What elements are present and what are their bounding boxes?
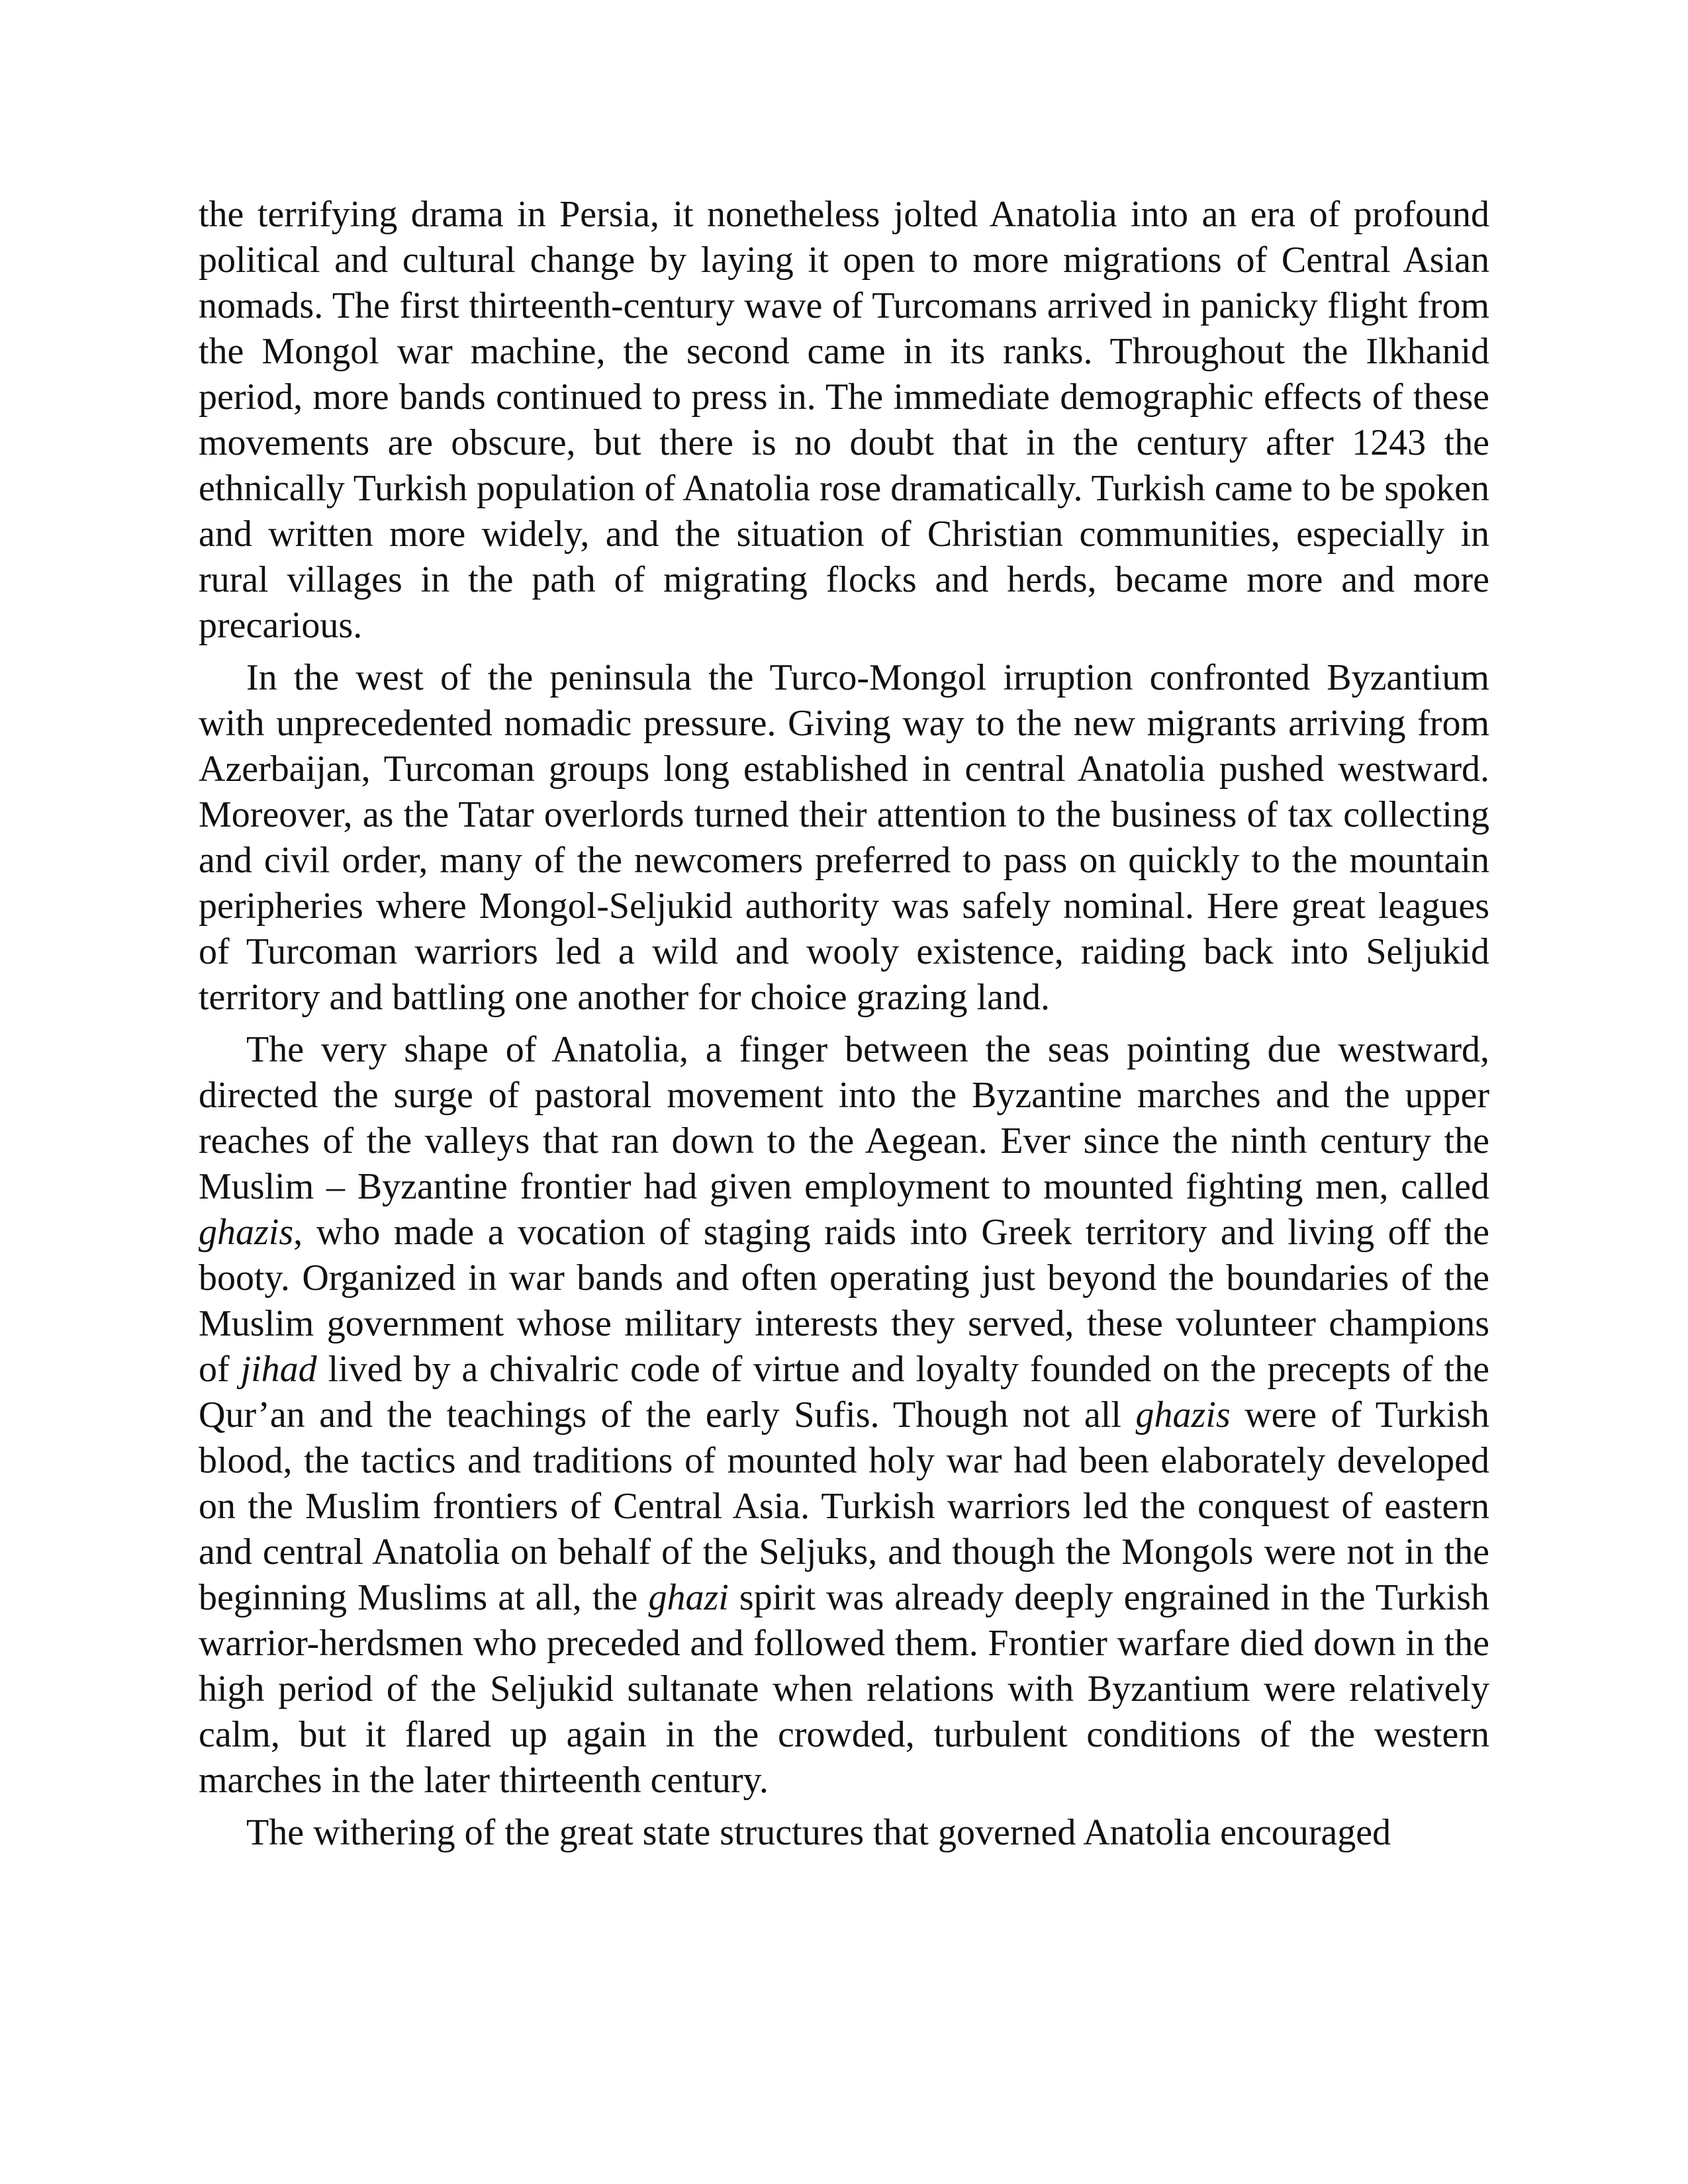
italic-term-ghazi: ghazi	[648, 1577, 729, 1618]
paragraph-4	[199, 1810, 1489, 1856]
italic-term-ghazis: ghazis	[199, 1212, 294, 1253]
paragraph-3-text-b: , who made a vocation of staging raids into Greek territory and living off the booty. Organized in war bands and often operating just beyond the boundaries of the Muslim government whose military interests they served, these volunteer champions of	[199, 1212, 1489, 1390]
paragraph-2	[199, 655, 1489, 1021]
paragraph-2-text: In the west of the peninsula the Turco-Mongol irruption confronted Byzantium with unprecedented nomadic pressure. Giving way to the new migrants arriving from Azerbaijan, Turcoman groups long established in central Anatolia pushed westward. Moreover, as the Tatar overlords turned their attention to the business of tax collecting and civil order, many of the newcomers preferred to pass on quickly to the mountain peripheries where Mongol-Seljukid authority was safely nominal. Here great leagues of Turcoman warriors led a wild and wooly existence, raiding back into Seljukid territory and battling one another for choice grazing land.	[199, 657, 1489, 1018]
paragraph-4-text: The withering of the great state structures that governed Anatolia encouraged	[246, 1812, 1391, 1853]
paragraph-3-text-a: The very shape of Anatolia, a finger between the seas pointing due westward, directed the surge of pastoral movement into the Byzantine marches and the upper reaches of the valleys that ran down to the Aegean. Ever since the ninth century the Muslim – Byzantine frontier had given employment to mounted fighting men, called	[199, 1029, 1489, 1207]
body-text	[199, 192, 1489, 1862]
italic-term-jihad: jihad	[240, 1349, 317, 1390]
paragraph-3	[199, 1027, 1489, 1803]
paragraph-1-text: the terrifying drama in Persia, it nonetheless jolted Anatolia into an era of profound political and cultural change by laying it open to more migrations of Central Asian nomads. The first thirteenth-century wave of Turcomans arrived in panicky flight from the Mongol war machine, the second came in its ranks. Throughout the Ilkhanid period, more bands continued to press in. The immediate demographic effects of these movements are obscure, but there is no doubt that in the century after 1243 the ethnically Turkish population of Anatolia rose dramatically. Turkish came to be spoken and written more widely, and the situation of Christian communities, especially in rural villages in the path of migrating flocks and herds, became more and more precarious.	[199, 194, 1489, 646]
paragraph-3-text-c: lived by a chivalric code of virtue and loyalty founded on the precepts of the Qur’an and the teachings of the early Sufis. Though not all	[199, 1349, 1489, 1435]
paragraph-1	[199, 192, 1489, 649]
italic-term-ghazis-2: ghazis	[1135, 1394, 1231, 1435]
paragraph-3-text-e: spirit was already deeply engrained in the Turkish warrior-herdsmen who preceded and followed them. Frontier warfare died down in the high period of the Seljukid sultanate when relations with Byzantium were relatively calm, but it flared up again in the crowded, turbulent conditions of the western marches in the later thirteenth century.	[199, 1577, 1489, 1801]
paragraph-3-text-d: were of Turkish blood, the tactics and traditions of mounted holy war had been elaborately developed on the Muslim frontiers of Central Asia. Turkish warriors led the conquest of eastern and central Anatolia on behalf of the Seljuks, and though the Mongols were not in the beginning Muslims at all, the	[199, 1394, 1489, 1618]
